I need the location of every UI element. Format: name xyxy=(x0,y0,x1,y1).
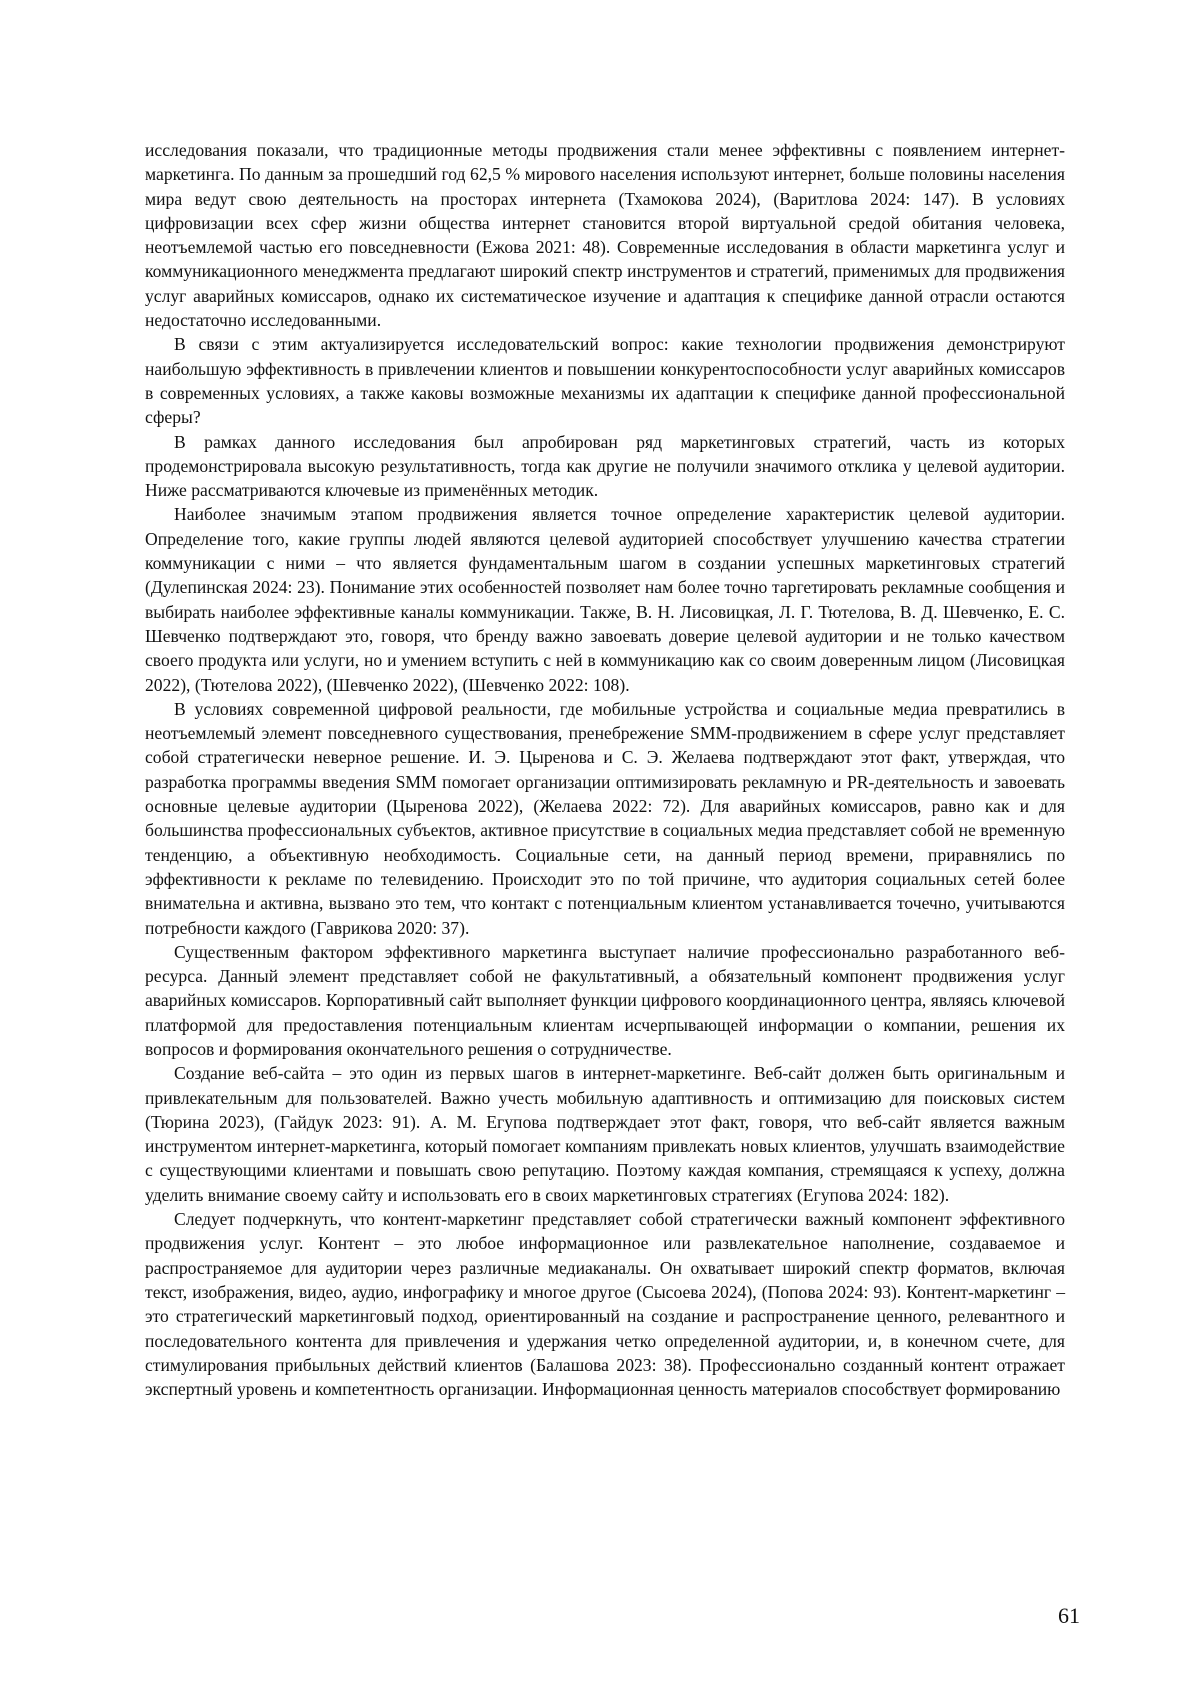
paragraph-3: В рамках данного исследования был апробирован ряд маркетинговых стратегий, часть из которых продемонстрировала высокую результативность, тогда как другие не получили значимого отклика у целевой аудитории. Ниже рассматриваются ключевые из применённых методик. xyxy=(145,431,1065,501)
paragraph-6: Существенным фактором эффективного маркетинга выступает наличие профессионально разработанного веб-ресурса. Данный элемент представляет собой не факультативный, а обязательный компонент продвижения услуг аварийных комиссаров. Корпоративный сайт выполняет функции цифрового координационного центра, являясь ключевой платформой для предоставления потенциальным клиентам исчерпывающей информации о компании, решения их вопросов и формирования окончательного решения о сотрудничестве. xyxy=(145,941,1065,1059)
paragraph-2: В связи с этим актуализируется исследовательский вопрос: какие технологии продвижения демонстрируют наибольшую эффективность в привлечении клиентов и повышении конкурентоспособности услуг аварийных комиссаров в современных условиях, а также каковы возможные механизмы их адаптации к специфике данной профессиональной сферы? xyxy=(145,334,1065,428)
paragraph-4: Наиболее значимым этапом продвижения является точное определение характеристик целевой аудитории. Определение того, какие группы людей являются целевой аудиторией способствует улучшению качества стратегии коммуникации с ними – что является фундаментальным шагом в создании успешных маркетинговых стратегий (Дулепинская 2024: 23). Понимание этих особенностей позволяет нам более точно таргетировать рекламные сообщения и выбирать наиболее эффективные каналы коммуникации. Также, В. Н. Лисовицкая, Л. Г. Тютелова, В. Д. Шевченко, Е. С. Шевченко подтверждают это, говоря, что бренду важно завоевать доверие целевой аудитории и не только качеством своего продукта или услуги, но и умением вступить с ней в коммуникацию как со своим доверенным лицом (Лисовицкая 2022), (Тютелова 2022), (Шевченко 2022), (Шевченко 2022: 108). xyxy=(145,504,1065,695)
paragraph-7: Создание веб-сайта – это один из первых шагов в интернет-маркетинге. Веб-сайт должен быть оригинальным и привлекательным для пользователей. Важно учесть мобильную адаптивность и оптимизацию для поисковых систем (Тюрина 2023), (Гайдук 2023: 91). А. М. Егупова подтверждает этот факт, говоря, что веб-сайт является важным инструментом интернет-маркетинга, который помогает компаниям привлекать новых клиентов, улучшать взаимодействие с существующими клиентами и повышать свою репутацию. Поэтому каждая компания, стремящаяся к успеху, должна уделить внимание своему сайту и использовать его в своих маркетинговых стратегиях (Егупова 2024: 182). xyxy=(145,1063,1065,1205)
paragraph-5: В условиях современной цифровой реальности, где мобильные устройства и социальные медиа превратились в неотъемлемый элемент повседневного существования, пренебрежение SMM-продвижением в сфере услуг представляет собой стратегически неверное решение. И. Э. Цыренова и С. Э. Желаева подтверждают этот факт, утверждая, что разработка программы введения SMM помогает организации оптимизировать рекламную и PR-деятельность и завоевать основные целевые аудитории (Цыренова 2022), (Желаева 2022: 72). Для аварийных комиссаров, равно как и для большинства профессиональных субъектов, активное присутствие в социальных медиа представляет собой не временную тенденцию, а объективную необходимость. Социальные сети, на данный период времени, приравнялись по эффективности к рекламе по телевидению. Происходит это по той причине, что аудитория социальных сетей более внимательна и активна, вызвано это тем, что контакт с потенциальным клиентом устанавливается точечно, учитываются потребности каждого (Гаврикова 2020: 37). xyxy=(145,698,1065,938)
paragraph-8: Следует подчеркнуть, что контент-маркетинг представляет собой стратегически важный компонент эффективного продвижения услуг. Контент – это любое информационное или развлекательное наполнение, создаваемое и распространяемое для аудитории через различные медиаканалы. Он охватывает широкий спектр форматов, включая текст, изображения, видео, аудио, инфографику и многое другое (Сысоева 2024), (Попова 2024: 93). Контент-маркетинг – это стратегический маркетинговый подход, ориентированный на создание и распространение ценного, релевантного и последовательного контента для привлечения и удержания четко определенной аудитории, и, в конечном счете, для стимулирования прибыльных действий клиентов (Балашова 2023: 38). Профессионально созданный контент отражает экспертный уровень и компетентность организации. Информационная ценность материалов способствует формированию xyxy=(145,1209,1065,1400)
page-number: 61 xyxy=(1058,1603,1080,1628)
body-text xyxy=(145,138,1065,1401)
paragraph-1: исследования показали, что традиционные методы продвижения стали менее эффективны с появлением интернет-маркетинга. По данным за прошедший год 62,5 % мирового населения используют интернет, больше половины населения мира ведут свою деятельность на просторах интернета (Тхамокова 2024), (Варитлова 2024: 147). В условиях цифровизации всех сфер жизни общества интернет становится второй виртуальной средой обитания человека, неотъемлемой частью его повседневности (Ежова 2021: 48). Современные исследования в области маркетинга услуг и коммуникационного менеджмента предлагают широкий спектр инструментов и стратегий, применимых для продвижения услуг аварийных комиссаров, однако их систематическое изучение и адаптация к специфике данной отрасли остаются недостаточно исследованными. xyxy=(145,140,1065,331)
